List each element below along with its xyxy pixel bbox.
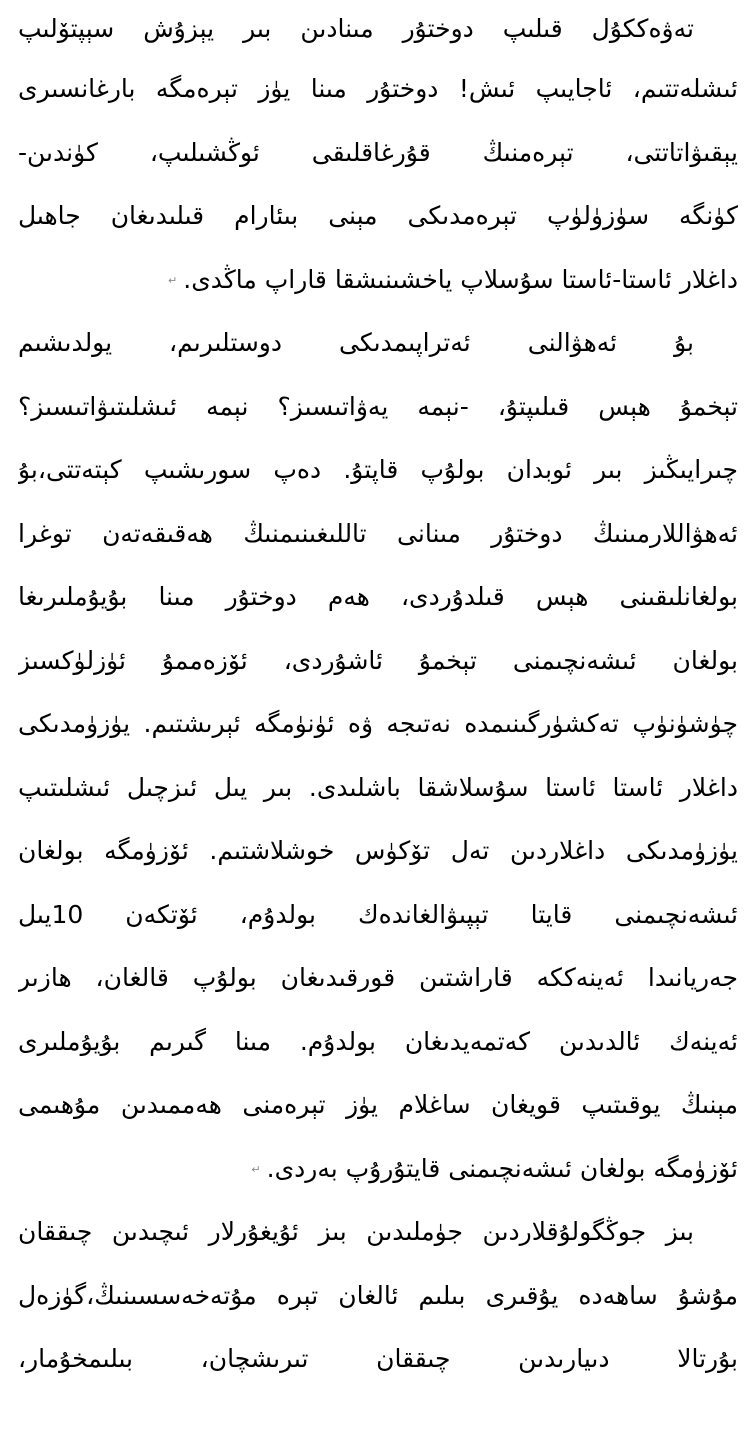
line-text: داغلار ئاستا-ئاستا سۇسلاپ ياخشىنىشقا قاراپ ماڭدى.: [183, 264, 738, 294]
line-text: ئەھۋاللارمىنىڭ دوختۇر مىنانى تاللىغىنىمنىڭ ھەقىقەتەن توغرا: [18, 518, 738, 548]
text-line-16: [18, 946, 738, 1010]
line-text: بولغانلىقىنى ھېس قىلدۇردى، ھەم دوختۇر مىنا بۇيۇملىرىغا: [18, 582, 738, 611]
text-line-11: [18, 629, 738, 693]
text-line-13: [18, 756, 738, 820]
text-line-1: [18, 0, 738, 57]
line-text: ئۆزۈمگە بولغان ئىشەنچىمنى قايتۇرۇپ بەردى.: [266, 1153, 738, 1183]
line-text: ئىشەنچىمنى قايتا تېپىۋالغاندەك بولدۇم، ئۆتكەن 10يىل: [18, 899, 738, 929]
text-line-7: [18, 375, 738, 439]
text-line-4: [18, 184, 738, 248]
line-text: يۈزۈمدىكى داغلاردىن تەل تۆكۈس خوشلاشتىم. ئۆزۈمگە بولغان: [18, 836, 738, 865]
text-line-5: [18, 248, 738, 312]
line-text: يېقىۋاتاتتى، تېرەمنىڭ قۇرغاقلىقى ئوڭشىلىپ، كۈندىن-: [18, 137, 738, 167]
text-line-21: [18, 1264, 738, 1328]
text-line-3: [18, 121, 738, 185]
line-text: ئىشلەتتىم، ئاجايىپ ئىش! دوختۇر مىنا يۈز تېرەمگە بارغانسىرى: [18, 74, 738, 103]
text-line-17: [18, 1010, 738, 1074]
line-text: تەۋەككۇل قىلىپ دوختۇر مىنادىن بىر يېزۇش سېپتۆلىپ: [18, 14, 694, 43]
paragraph-mark-icon: ↵: [251, 1162, 261, 1176]
line-text: كۈنگە سۈزۈلۈپ تېرەمدىكى مېنى بىئارام قىلىدىغان جاھىل: [18, 201, 738, 230]
line-text: چىرايىڭىز بىر ئوبدان بولۇپ قاپتۇ. دەپ سورىشىپ كېتەتتى،بۇ: [18, 455, 738, 484]
line-text: چۈشۈنۈپ تەكشۈرگىنىمدە نەتىجە ۋە ئۈنۈمگە ئېرىشتىم. يۈزۈمدىكى: [18, 709, 738, 738]
text-line-8: [18, 438, 738, 502]
line-text: مېنىڭ يوقىتىپ قويغان ساغلام يۈز تېرەمنى ھەممىدىن مۇھىمى: [18, 1090, 738, 1119]
text-line-12: [18, 692, 738, 756]
line-text: بۇرتالا دىيارىدىن چىققان تىرىشچان، بىلىمخۇمار،: [18, 1344, 738, 1373]
line-text: بولغان ئىشەنچىمنى تېخمۇ ئاشۇردى، ئۆزەممۇ ئۈزلۈكسىز: [18, 645, 738, 675]
line-text: بۇ ئەھۋالنى ئەتراپىمدىكى دوستلىرىم، يولدىشىم: [18, 328, 694, 357]
text-line-20: [18, 1200, 738, 1264]
line-text: داغلار ئاستا ئاستا سۇسلاشقا باشلىدى. بىر يىل ئىزچىل ئىشلىتىپ: [18, 772, 738, 802]
text-line-2: [18, 57, 738, 121]
line-text: جەريانىدا ئەينەككە قاراشتىن قورقىدىغان بولۇپ قالغان، ھازىر: [18, 963, 738, 992]
text-line-10: [18, 565, 738, 629]
text-line-18: [18, 1073, 738, 1137]
text-line-19: [18, 1137, 738, 1201]
line-text: ئەينەك ئالدىدىن كەتمەيدىغان بولدۇم. مىنا گىرىم بۇيۇملىرى: [18, 1026, 738, 1056]
text-line-9: [18, 502, 738, 566]
line-text: تېخمۇ ھېس قىلىپتۇ، -نېمە يەۋاتىسىز؟ نېمە ئىشلىتىۋاتىسىز؟: [18, 391, 738, 421]
text-line-15: [18, 883, 738, 947]
text-line-6: [18, 311, 738, 375]
line-text: مۇشۇ ساھەدە يۇقىرى بىلىم ئالغان تېرە مۇتەخەسسىنىڭ،گۈزەل: [18, 1280, 738, 1310]
text-line-14: [18, 819, 738, 883]
line-text: بىز جوڭگولۇقلاردىن جۈملىدىن بىز ئۇيغۇرلار ئىچىدىن چىققان: [18, 1217, 694, 1246]
paragraph-mark-icon: ↵: [168, 273, 178, 287]
text-line-22: [18, 1327, 738, 1391]
